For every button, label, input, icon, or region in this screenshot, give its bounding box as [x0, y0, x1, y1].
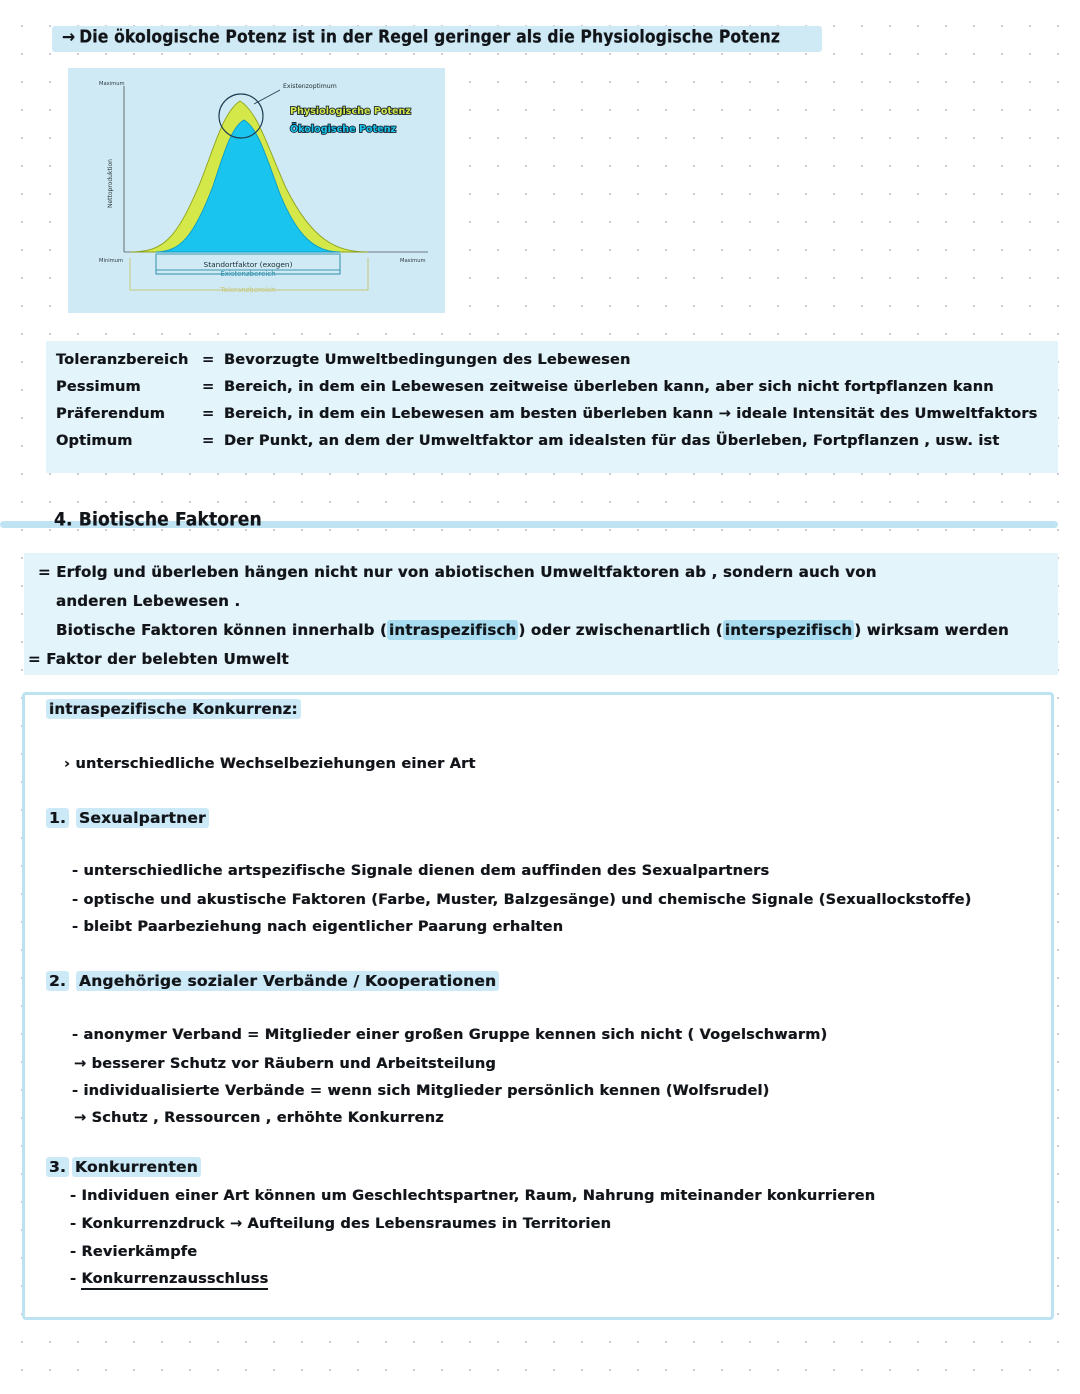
callout-leader-line: [254, 90, 280, 104]
definition-equals: =: [202, 433, 215, 449]
bullet-marker-arrow-icon: →: [74, 1110, 87, 1126]
definition-equals: =: [202, 406, 215, 422]
definition-equals: =: [202, 352, 215, 368]
biotic-mixed-post: ) wirksam werden: [854, 621, 1009, 639]
top-statement-label: Die ökologische Potenz ist in der Regel geringer als die Physiologische Potenz: [79, 26, 781, 47]
bullet-marker: -: [72, 919, 79, 935]
list-item: [70, 1272, 268, 1287]
bullet-text: optische und akustische Faktoren (Farbe, Muster, Balzgesänge) und chemische Signale (Sexuallockstoffe): [83, 892, 972, 908]
list-number: 2.: [46, 974, 69, 990]
bullet-text: Revierkämpfe: [81, 1244, 198, 1260]
y-axis-title: Nettoproduktion: [107, 159, 114, 208]
legend-physiological-potency: Physiologische Potenz: [290, 106, 411, 117]
x-axis-title: Standortfaktor (exogen): [203, 260, 293, 269]
definition-term: Toleranzbereich: [56, 352, 189, 368]
bullet-text: anonymer Verband = Mitglieder einer großen Gruppe kennen sich nicht ( Vogelschwarm): [83, 1027, 828, 1043]
list-number: 3.: [46, 1160, 69, 1176]
intraspecific-title: [46, 702, 301, 717]
bullet-marker: -: [70, 1244, 77, 1260]
term-intraspezifisch: intraspezifisch: [389, 621, 517, 639]
biotic-line: = Faktor der belebten Umwelt: [28, 650, 289, 668]
subsection-label: Angehörige sozialer Verbände / Kooperationen: [76, 971, 499, 991]
bullet-marker: -: [72, 1083, 79, 1099]
definition-term: Pessimum: [56, 379, 141, 395]
bullet-text: unterschiedliche artspezifische Signale dienen dem auffinden des Sexualpartners: [83, 863, 770, 879]
legend-ecological-potency: Ökologische Potenz: [290, 124, 397, 135]
biotic-line: = Erfolg und überleben hängen nicht nur von abiotischen Umweltfaktoren ab , sondern auch von: [38, 563, 877, 581]
list-item: [74, 1057, 496, 1072]
list-item: [72, 1084, 770, 1099]
bullet-text: besserer Schutz vor Räubern und Arbeitsteilung: [91, 1056, 496, 1072]
definition-text: Bereich, in dem ein Lebewesen zeitweise überleben kann, aber sich nicht fortpflanzen kann: [224, 379, 994, 395]
subsection-konkurrenten: [72, 1160, 201, 1176]
definition-text: Bereich, in dem ein Lebewesen am besten überleben kann → ideale Intensität des Umweltfaktors: [224, 406, 1038, 422]
bullet-text-underlined: Konkurrenzausschluss: [81, 1271, 268, 1290]
bullet-text: Konkurrenzdruck → Aufteilung des Lebensraumes in Territorien: [81, 1216, 612, 1232]
bullet-marker: -: [70, 1271, 77, 1287]
biotic-mixed-pre: Biotische Faktoren können innerhalb (: [56, 621, 388, 639]
list-item: [72, 920, 563, 935]
list-number: 1.: [46, 811, 69, 827]
list-item: [72, 893, 971, 908]
top-statement-highlight: [52, 26, 822, 52]
bullet-text: bleibt Paarbeziehung nach eigentlicher Paarung erhalten: [83, 919, 564, 935]
subsection-soziale-verbaende: [76, 974, 499, 990]
existenzbereich-label: Existenzbereich: [220, 270, 276, 278]
list-item: [70, 1245, 197, 1260]
bullet-text: Schutz , Ressourcen , erhöhte Konkurrenz: [91, 1110, 444, 1126]
page-title: 4. Biotische Faktoren: [54, 508, 262, 531]
intro-text: unterschiedliche Wechselbeziehungen einer Art: [75, 756, 476, 772]
term-interspezifisch: interspezifisch: [724, 621, 853, 639]
x-axis-max-label: Maximum: [400, 258, 426, 264]
list-item: [70, 1189, 875, 1204]
list-item: [74, 1111, 444, 1126]
biotic-line: anderen Lebewesen .: [56, 592, 241, 610]
ecological-potency-diagram: [68, 68, 445, 313]
list-item: [72, 864, 769, 879]
bullet-marker: -: [72, 1027, 79, 1043]
definition-term: Optimum: [56, 433, 133, 449]
definition-text: Bevorzugte Umweltbedingungen des Lebewesen: [224, 352, 631, 368]
bullet-text: individualisierte Verbände = wenn sich Mitglieder persönlich kennen (Wolfsrudel): [83, 1083, 770, 1099]
definition-term: Präferendum: [56, 406, 166, 422]
biotic-line-mixed: [56, 623, 1009, 638]
intraspecific-intro: [64, 757, 476, 772]
definitions-box: [46, 341, 1058, 473]
y-axis-min-label: Minimum: [99, 258, 124, 264]
bullet-marker-arrow-icon: →: [74, 1056, 87, 1072]
bullet-marker: -: [72, 892, 79, 908]
bullet-marker: -: [70, 1188, 77, 1204]
subsection-sexualpartner: [76, 811, 209, 827]
intraspecific-title-label: intraspezifische Konkurrenz:: [46, 699, 301, 719]
definition-equals: =: [202, 379, 215, 395]
intro-marker-icon: ›: [64, 756, 71, 772]
toleranzbereich-label: Toleranzbereich: [220, 286, 276, 294]
list-item: [72, 1028, 827, 1043]
list-item: [70, 1217, 611, 1232]
y-axis-max-label: Maximum: [99, 81, 125, 87]
bullet-marker: -: [72, 863, 79, 879]
subsection-label: Sexualpartner: [76, 808, 209, 828]
biotic-factors-box: [24, 553, 1058, 675]
arrow-right-icon: →: [62, 26, 76, 47]
definition-text: Der Punkt, an dem der Umweltfaktor am idealsten für das Überleben, Fortpflanzen , usw. ist: [224, 433, 1000, 449]
top-statement-text: [62, 26, 781, 47]
bullet-text: Individuen einer Art können um Geschlechtspartner, Raum, Nahrung miteinander konkurrieren: [81, 1188, 876, 1204]
subsection-label: Konkurrenten: [72, 1157, 201, 1177]
bullet-marker: -: [70, 1216, 77, 1232]
existenzoptimum-label: Existenzoptimum: [283, 83, 337, 90]
biotic-mixed-mid: ) oder zwischenartlich (: [518, 621, 723, 639]
